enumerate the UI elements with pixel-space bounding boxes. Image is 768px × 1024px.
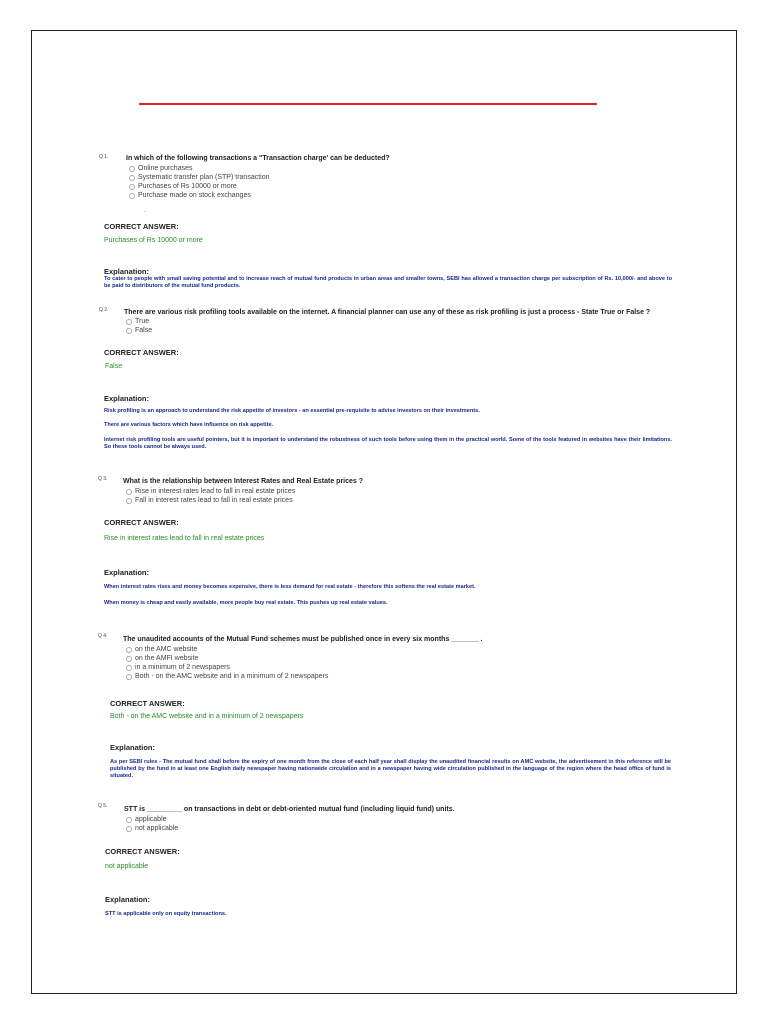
option[interactable]: on the AMFI website xyxy=(126,654,328,663)
explanation-text: There are various factors which have influence on risk appetite. xyxy=(104,422,274,428)
options-list xyxy=(126,815,178,833)
option[interactable]: Systematic transfer plan (STP) transaction xyxy=(129,173,270,182)
question-number: Q 2. xyxy=(99,307,109,313)
explanation-text: To cater to people with small saving potential and to increase reach of mutual fund products in urban areas and smaller towns, SEBI has allowed a transaction charge per subscription of Rs. 10,000/- and above to be paid to distributors of the mutual fund products. xyxy=(104,276,672,289)
radio-icon[interactable] xyxy=(126,498,132,504)
correct-answer-text: False xyxy=(105,363,123,370)
option[interactable]: in a minimum of 2 newspapers xyxy=(126,663,328,672)
question-text: What is the relationship between Interest Rates and Real Estate prices ? xyxy=(123,478,364,485)
radio-icon[interactable] xyxy=(129,166,135,172)
option[interactable]: on the AMC website xyxy=(126,645,328,654)
radio-icon[interactable] xyxy=(126,647,132,653)
question-number: Q 5. xyxy=(98,803,108,809)
radio-icon[interactable] xyxy=(126,319,132,325)
explanation-text: When interest rates rises and money becomes expensive, there is less demand for real estate - therefore this softens the real estate market. xyxy=(104,584,476,590)
option[interactable]: Purchase made on stock exchanges xyxy=(129,191,270,200)
options-list xyxy=(129,164,270,200)
header-divider xyxy=(139,103,597,105)
correct-answer-text: not applicable xyxy=(105,863,149,870)
correct-answer-label: CORRECT ANSWER: xyxy=(105,847,180,856)
radio-icon[interactable] xyxy=(126,674,132,680)
explanation-label: Explanation: xyxy=(104,394,150,403)
option[interactable]: True xyxy=(126,317,152,326)
small-dot: . xyxy=(144,208,146,214)
explanation-text: STT is applicable only on equity transactions. xyxy=(105,911,227,917)
question-text: There are various risk profiling tools available on the internet. A financial planner can use any of these as risk profiling is just a process - State True or False ? xyxy=(124,309,651,316)
explanation-text: Internet risk profiling tools are useful pointers, but it is important to understand the robustness of such tools before using them in the practical world. Some of the tools featured in websites have their limitations. So these tools cannot be always used. xyxy=(104,437,672,450)
radio-icon[interactable] xyxy=(126,665,132,671)
explanation-label: Explanation: xyxy=(104,267,150,276)
option[interactable]: Purchases of Rs 10000 or more xyxy=(129,182,270,191)
option[interactable]: Online purchases xyxy=(129,164,270,173)
question-text: The unaudited accounts of the Mutual Fund schemes must be published once in every six months _______ . xyxy=(123,636,483,643)
correct-answer-text: Rise in interest rates lead to fall in real estate prices xyxy=(104,535,265,542)
explanation-label: Explanation: xyxy=(105,895,151,904)
explanation-text: As per SEBI rules - The mutual fund shall before the expiry of one month from the close of each half year shall display the unaudited financial results on AMC website, the advertisement in this reference will be published by the fund in at least one English daily newspaper having nationwide circulation and in a newspaper having wide circulation published in the language of the region where the head office of fund is situated. xyxy=(110,759,671,779)
options-list xyxy=(126,317,152,335)
radio-icon[interactable] xyxy=(126,826,132,832)
radio-icon[interactable] xyxy=(129,175,135,181)
option[interactable]: False xyxy=(126,326,152,335)
radio-icon[interactable] xyxy=(126,489,132,495)
explanation-label: Explanation: xyxy=(110,743,156,752)
radio-icon[interactable] xyxy=(126,328,132,334)
correct-answer-label: CORRECT ANSWER: xyxy=(104,518,179,527)
explanation-text: Risk profiling is an approach to understand the risk appetite of investors - an essential pre-requisite to advise investors on their investments. xyxy=(104,408,480,414)
correct-answer-text: Both - on the AMC website and in a minimum of 2 newspapers xyxy=(110,713,304,720)
question-number: Q 4. xyxy=(98,633,108,639)
question-number: Q 1. xyxy=(99,154,109,160)
question-text: STT is _________ on transactions in debt or debt-oriented mutual fund (including liquid fund) units. xyxy=(124,806,455,813)
question-text: In which of the following transactions a "Transaction charge' can be deducted? xyxy=(126,155,390,162)
option[interactable]: Rise in interest rates lead to fall in real estate prices xyxy=(126,487,295,496)
explanation-text: When money is cheap and easily available, more people buy real estate. This pushes up real estate values. xyxy=(104,600,388,606)
radio-icon[interactable] xyxy=(126,817,132,823)
explanation-label: Explanation: xyxy=(104,568,150,577)
question-number: Q 3. xyxy=(98,476,108,482)
correct-answer-label: CORRECT ANSWER: xyxy=(104,222,179,231)
option[interactable]: Both - on the AMC website and in a minimum of 2 newspapers xyxy=(126,672,328,681)
radio-icon[interactable] xyxy=(129,193,135,199)
option[interactable]: not applicable xyxy=(126,824,178,833)
option[interactable]: applicable xyxy=(126,815,178,824)
correct-answer-label: CORRECT ANSWER: xyxy=(104,348,179,357)
radio-icon[interactable] xyxy=(129,184,135,190)
options-list xyxy=(126,645,328,681)
option[interactable]: Fall in interest rates lead to fall in real estate prices xyxy=(126,496,295,505)
correct-answer-text: Purchases of Rs 10000 or more xyxy=(104,237,203,244)
correct-answer-label: CORRECT ANSWER: xyxy=(110,699,185,708)
radio-icon[interactable] xyxy=(126,656,132,662)
options-list xyxy=(126,487,295,505)
